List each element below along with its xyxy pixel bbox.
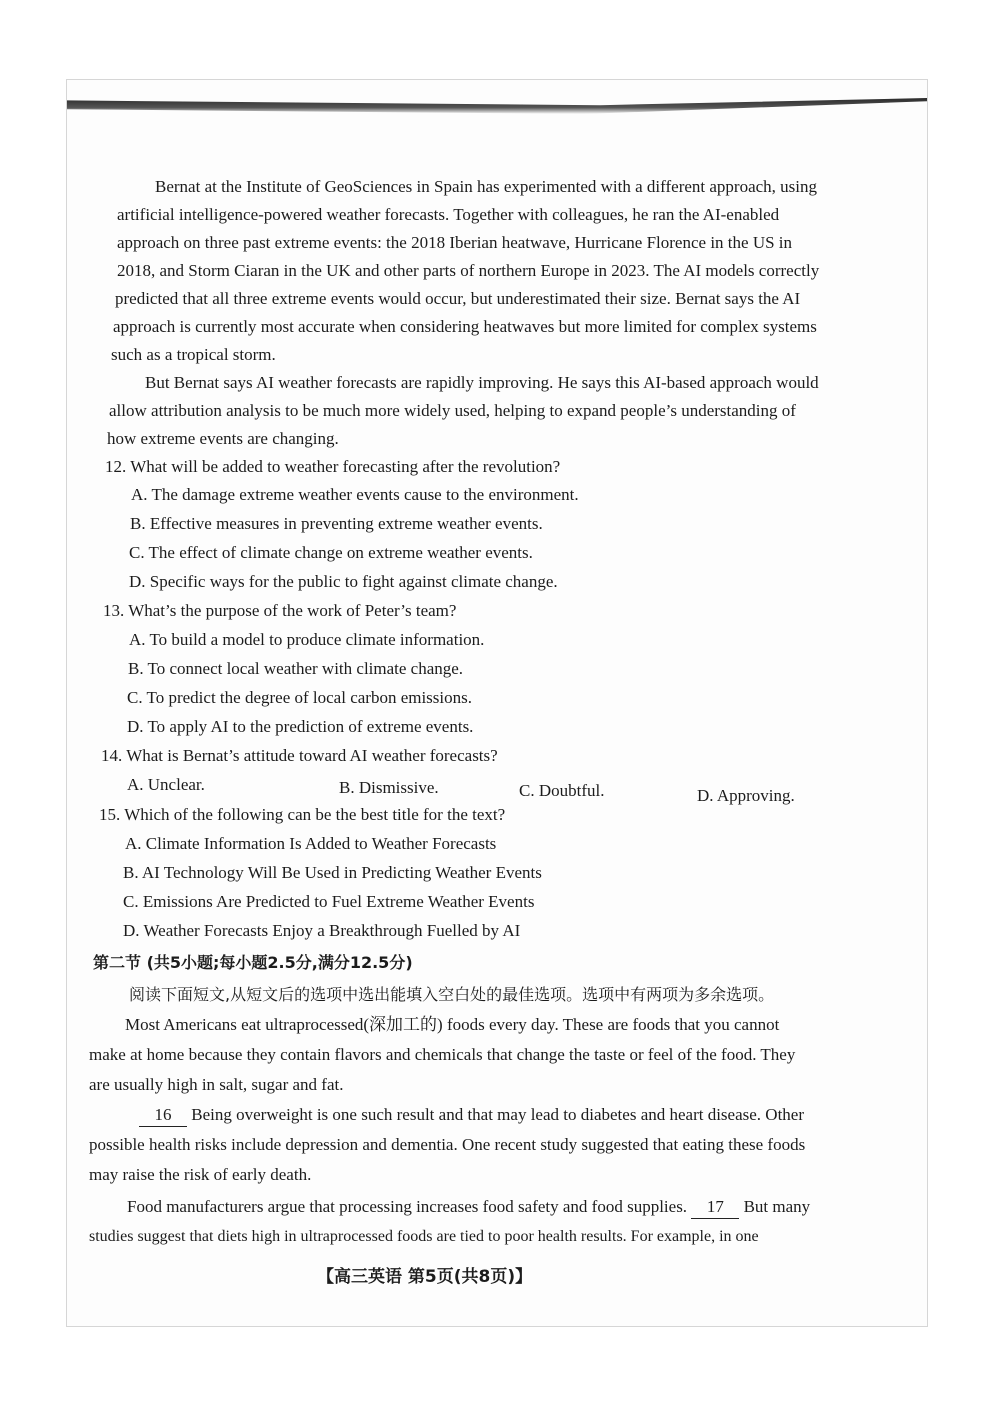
option-d: D. Weather Forecasts Enjoy a Breakthrough Fuelled by AI (123, 921, 521, 940)
blank-16: 16 (139, 1104, 187, 1127)
option-c: C. Doubtful. (519, 781, 605, 800)
option-d: D. To apply AI to the prediction of extreme events. (127, 717, 474, 736)
text-line: But Bernat says AI weather forecasts are rapidly improving. He says this AI-based approach would (145, 373, 819, 392)
option-b: B. To connect local weather with climate change. (128, 659, 464, 678)
option-d: D. Specific ways for the public to fight against climate change. (129, 572, 558, 591)
option-b: B. AI Technology Will Be Used in Predicting Weather Events (123, 863, 542, 882)
text-line: are usually high in salt, sugar and fat. (89, 1075, 344, 1094)
text-line: how extreme events are changing. (107, 429, 339, 448)
option-a: A. Unclear. (127, 775, 205, 794)
text-line: predicted that all three extreme events would occur, but underestimated their size. Bernat says the AI (115, 289, 801, 308)
option-b: B. Dismissive. (339, 778, 439, 797)
text-line: Bernat at the Institute of GeoSciences in Spain has experimented with a different approach, using (155, 177, 818, 196)
page-footer: 【高三英语 第5页(共8页)】 (317, 1267, 533, 1287)
scan-shadow-band (67, 98, 927, 114)
text-line (139, 1104, 804, 1127)
question-stem: 15. Which of the following can be the best title for the text? (99, 805, 506, 824)
text-line (127, 1196, 810, 1219)
question-stem: 13. What’s the purpose of the work of Peter’s team? (103, 601, 457, 620)
text-line: 2018, and Storm Ciaran in the UK and other parts of northern Europe in 2023. The AI models correctly (117, 261, 820, 280)
text-line: approach on three past extreme events: the 2018 Iberian heatwave, Hurricane Florence in the US in (117, 233, 793, 252)
text-line: possible health risks include depression and dementia. One recent study suggested that eating these foods (89, 1135, 806, 1154)
option-a: A. The damage extreme weather events cause to the environment. (131, 485, 579, 504)
section-heading: 第二节 (共5小题;每小题2.5分,满分12.5分) (93, 953, 413, 972)
text-line: artificial intelligence-powered weather forecasts. Together with colleagues, he ran the AI-enabled (117, 205, 780, 224)
text-segment: Food manufacturers argue that processing increases food safety and food supplies. (127, 1197, 688, 1216)
text-line: approach is currently most accurate when considering heatwaves but more limited for complex systems (113, 317, 817, 336)
option-c: C. The effect of climate change on extreme weather events. (129, 543, 533, 562)
blank-17: 17 (691, 1196, 739, 1219)
text-line: Most Americans eat ultraprocessed(深加工的) foods every day. These are foods that you cannot (125, 1015, 780, 1034)
option-c: C. Emissions Are Predicted to Fuel Extreme Weather Events (123, 892, 535, 911)
option-b: B. Effective measures in preventing extreme weather events. (130, 514, 543, 533)
exam-page (66, 79, 928, 1327)
text-segment: Being overweight is one such result and that may lead to diabetes and heart disease. Other (191, 1105, 805, 1124)
text-line: make at home because they contain flavors and chemicals that change the taste or feel of the food. They (89, 1045, 796, 1064)
option-c: C. To predict the degree of local carbon emissions. (127, 688, 473, 707)
option-d: D. Approving. (697, 786, 795, 805)
text-line: such as a tropical storm. (111, 345, 276, 364)
text-segment: But many (743, 1197, 811, 1216)
question-stem: 12. What will be added to weather forecasting after the revolution? (105, 457, 561, 476)
option-a: A. To build a model to produce climate information. (129, 630, 485, 649)
text-line: allow attribution analysis to be much more widely used, helping to expand people’s understanding of (109, 401, 796, 420)
text-line: may raise the risk of early death. (89, 1165, 312, 1184)
text-line: studies suggest that diets high in ultraprocessed foods are tied to poor health results. For example, in one (89, 1228, 759, 1245)
section-instruction: 阅读下面短文,从短文后的选项中选出能填入空白处的最佳选项。选项中有两项为多余选项。 (129, 985, 775, 1004)
question-stem: 14. What is Bernat’s attitude toward AI weather forecasts? (101, 746, 498, 765)
option-a: A. Climate Information Is Added to Weather Forecasts (125, 834, 497, 853)
